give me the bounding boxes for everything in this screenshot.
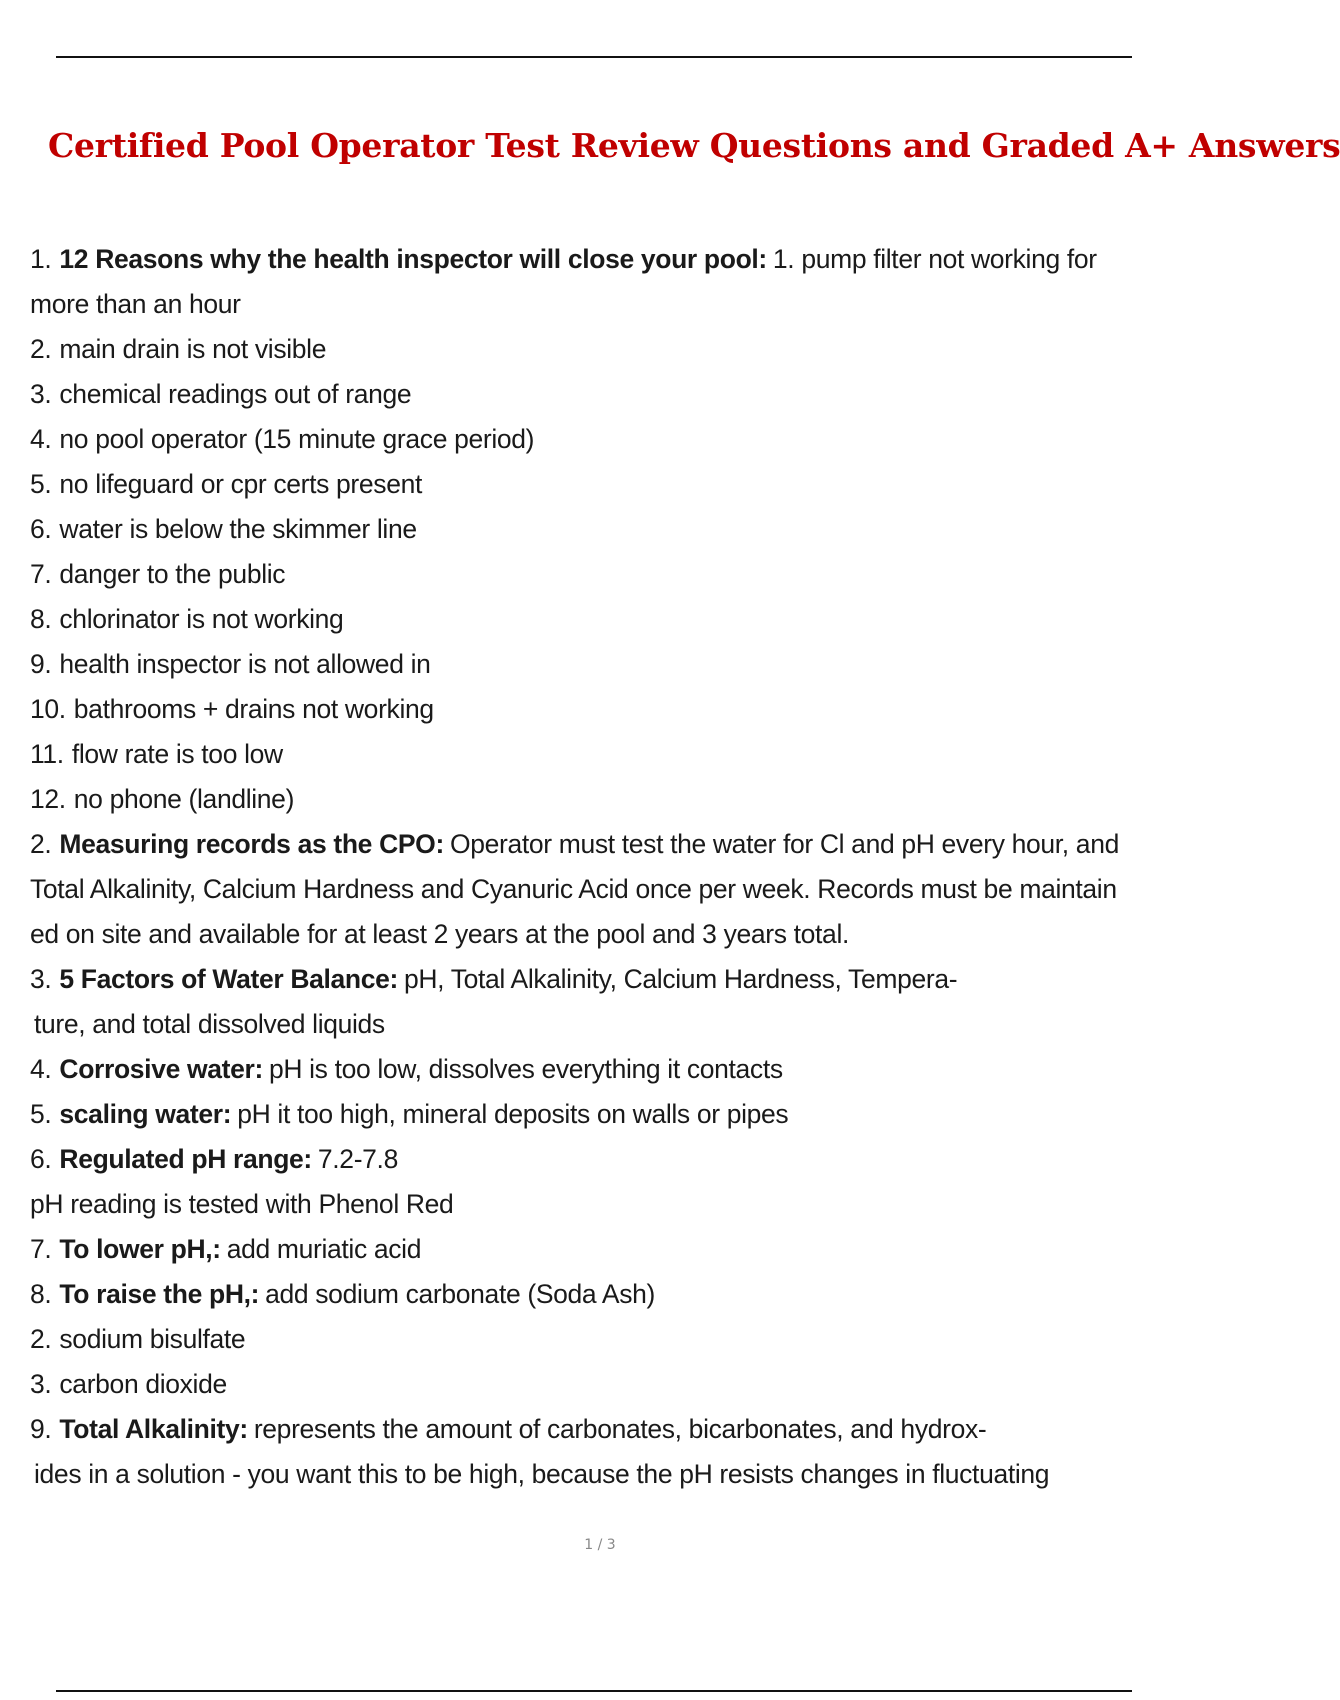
question-text: scaling water: [59,1099,232,1129]
question-text: To raise the pH,: [59,1279,260,1309]
answer-continuation [30,912,1180,957]
list-item [30,1362,1180,1407]
answer-text: 7.2-7.8 [317,1144,398,1174]
question-text: Measuring records as the CPO: [59,829,444,859]
list-item [30,642,1180,687]
answer-continuation [30,867,1180,912]
answer-text: no pool operator (15 minute grace period) [59,424,535,454]
item-number: 3. [30,964,52,994]
item-number: 4. [30,1054,52,1084]
list-item [30,417,1180,462]
item-number: 5. [30,1099,52,1129]
answer-text: pH is too low, dissolves everything it contacts [268,1054,783,1084]
answer-text: more than an hour [30,289,241,319]
answer-text: Total Alkalinity, Calcium Hardness and Cyanuric Acid once per week. Records must be maintain [30,874,1117,904]
answer-text: no lifeguard or cpr certs present [59,469,422,499]
question-line [30,957,1180,1002]
question-line [30,1407,1180,1452]
item-number: 9. [30,649,52,679]
item-number: 9. [30,1414,52,1444]
answer-text: pH reading is tested with Phenol Red [30,1189,454,1219]
question-text: To lower pH,: [59,1234,221,1264]
item-number: 7. [30,559,52,589]
answer-text: health inspector is not allowed in [59,649,431,679]
item-number: 2. [30,829,52,859]
item-number: 1. [30,244,52,274]
document-body [30,237,1180,1497]
item-number: 2. [30,1324,52,1354]
document-title: Certified Pool Operator Test Review Questions and Graded A+ Answers [48,126,1340,165]
list-item [30,732,1180,777]
answer-continuation [30,1452,1180,1497]
list-item [30,327,1180,372]
answer-continuation [30,282,1180,327]
answer-text: pH it too high, mineral deposits on walls or pipes [237,1099,789,1129]
item-number: 3. [30,1369,52,1399]
list-item [30,777,1180,822]
question-line [30,1137,1180,1182]
answer-text: pH, Total Alkalinity, Calcium Hardness, Tempera- [404,964,958,994]
item-number: 6. [30,1144,52,1174]
question-text: 12 Reasons why the health inspector will close your pool: [59,244,767,274]
answer-text: no phone (landline) [73,784,295,814]
item-number: 8. [30,604,52,634]
question-line [30,1227,1180,1272]
question-line [30,1092,1180,1137]
question-line [30,1272,1180,1317]
answer-text: add muriatic acid [226,1234,422,1264]
item-number: 12. [30,784,66,814]
list-item [30,372,1180,417]
answer-text: Operator must test the water for Cl and pH every hour, and [449,829,1119,859]
item-number: 11. [30,739,64,769]
list-item [30,597,1180,642]
answer-text: ture, and total dissolved liquids [34,1009,385,1039]
top-rule [56,56,1132,58]
answer-text: represents the amount of carbonates, bicarbonates, and hydrox- [253,1414,987,1444]
list-item [30,462,1180,507]
question-text: Corrosive water: [59,1054,263,1084]
list-item [30,507,1180,552]
question-line [30,822,1180,867]
answer-text: chemical readings out of range [59,379,412,409]
item-number: 4. [30,424,52,454]
answer-text: main drain is not visible [59,334,327,364]
item-number: 10. [30,694,66,724]
question-text: Total Alkalinity: [59,1414,248,1444]
bottom-rule [56,1690,1132,1692]
answer-text: flow rate is too low [71,739,283,769]
answer-text: carbon dioxide [59,1369,227,1399]
answer-text: chlorinator is not working [59,604,344,634]
answer-text: sodium bisulfate [59,1324,246,1354]
question-text: 5 Factors of Water Balance: [59,964,398,994]
question-line [30,237,1180,282]
answer-text: 1. pump filter not working for [772,244,1097,274]
answer-continuation [30,1182,1180,1227]
list-item [30,1317,1180,1362]
item-number: 3. [30,379,52,409]
list-item [30,687,1180,732]
item-number: 5. [30,469,52,499]
question-line [30,1047,1180,1092]
page-number: 1 / 3 [584,1537,616,1553]
item-number: 8. [30,1279,52,1309]
answer-text: add sodium carbonate (Soda Ash) [265,1279,655,1309]
item-number: 7. [30,1234,52,1264]
answer-text: ed on site and available for at least 2 years at the pool and 3 years total. [30,919,849,949]
question-text: Regulated pH range: [59,1144,312,1174]
answer-text: water is below the skimmer line [59,514,417,544]
list-item [30,552,1180,597]
answer-continuation [30,1002,1180,1047]
item-number: 6. [30,514,52,544]
item-number: 2. [30,334,52,364]
answer-text: ides in a solution - you want this to be high, because the pH resists changes in fluctuating [34,1459,1050,1489]
answer-text: bathrooms + drains not working [73,694,434,724]
answer-text: danger to the public [59,559,286,589]
